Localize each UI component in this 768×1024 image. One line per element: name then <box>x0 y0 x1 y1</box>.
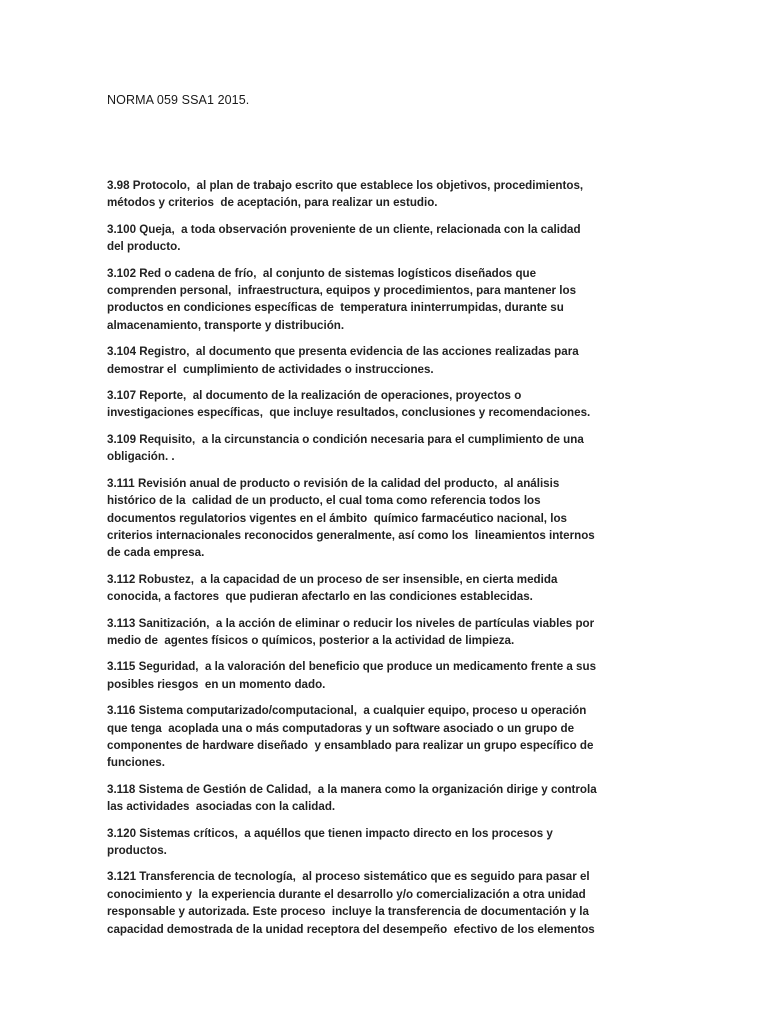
definition-entry-3-109 <box>107 431 665 466</box>
definition-line: posibles riesgos en un momento dado. <box>107 677 326 691</box>
definition-line: 3.109 Requisito, a la circunstancia o condición necesaria para el cumplimiento de una <box>107 432 584 446</box>
definition-line: 3.104 Registro, al documento que presenta evidencia de las acciones realizadas para <box>107 345 579 359</box>
definition-line: 3.98 Protocolo, al plan de trabajo escrito que establece los objetivos, procedimientos, <box>107 179 584 192</box>
definition-line: 3.102 Red o cadena de frío, al conjunto de sistemas logísticos diseñados que <box>107 266 537 280</box>
definition-entry-3-98 <box>107 177 665 212</box>
definition-entry-3-104 <box>107 343 665 378</box>
definition-line: criterios internacionales reconocidos generalmente, así como los lineamientos internos <box>107 528 595 542</box>
definition-line: histórico de la calidad de un producto, el cual toma como referencia todos los <box>107 494 541 508</box>
definition-line: medio de agentes físicos o químicos, posterior a la actividad de limpieza. <box>107 633 515 647</box>
definition-entry-3-100 <box>107 221 665 256</box>
definition-entry-3-116 <box>107 702 665 772</box>
definition-line: conocimiento y la experiencia durante el desarrollo y/o comercialización a otra unidad <box>107 887 586 901</box>
definition-line: de cada empresa. <box>107 546 205 560</box>
definition-entry-3-115 <box>107 658 665 693</box>
definition-line: 3.113 Sanitización, a la acción de eliminar o reducir los niveles de partículas viables por <box>107 616 595 630</box>
definition-line: 3.118 Sistema de Gestión de Calidad, a la manera como la organización dirige y controla <box>107 782 597 796</box>
definition-entry-3-112 <box>107 571 665 606</box>
definition-line: comprenden personal, infraestructura, equipos y procedimientos, para mantener los <box>107 284 577 298</box>
definition-line: almacenamiento, transporte y distribución. <box>107 318 345 332</box>
definition-line: 3.112 Robustez, a la capacidad de un proceso de ser insensible, en cierta medida <box>107 572 558 586</box>
definition-entry-3-107 <box>107 387 665 422</box>
definition-line: 3.111 Revisión anual de producto o revisión de la calidad del producto, al análisis <box>107 476 560 490</box>
definition-line: componentes de hardware diseñado y ensamblado para realizar un grupo específico de <box>107 738 594 752</box>
definition-line: 3.107 Reporte, al documento de la realización de operaciones, proyectos o <box>107 389 522 403</box>
definition-line: que tenga acoplada una o más computadoras y un software asociado o un grupo de <box>107 721 575 735</box>
definition-line: métodos y criterios de aceptación, para realizar un estudio. <box>107 196 438 210</box>
definition-line: conocida, a factores que pudieran afectarlo en las condiciones establecidas. <box>107 590 533 604</box>
definition-entry-3-121 <box>107 868 665 938</box>
definition-line: demostrar el cumplimiento de actividades o instrucciones. <box>107 362 434 376</box>
definition-line: del producto. <box>107 240 181 254</box>
definition-entry-3-102 <box>107 265 665 335</box>
definition-line: 3.116 Sistema computarizado/computacional, a cualquier equipo, proceso u operación <box>107 704 587 718</box>
definition-line: productos. <box>107 844 167 857</box>
definition-line: 3.121 Transferencia de tecnología, al proceso sistemático que es seguido para pasar el <box>107 870 590 884</box>
definition-line: documentos regulatorios vigentes en el ámbito químico farmacéutico nacional, los <box>107 511 567 525</box>
definition-line: 3.120 Sistemas críticos, a aquéllos que tienen impacto directo en los procesos y <box>107 826 553 840</box>
definition-line: 3.115 Seguridad, a la valoración del beneficio que produce un medicamento frente a sus <box>107 660 597 674</box>
definition-entry-3-113 <box>107 615 665 650</box>
definition-line: responsable y autorizada. Este proceso incluye la transferencia de documentación y la <box>107 905 589 919</box>
definition-line: capacidad demostrada de la unidad receptora del desempeño efectivo de los elementos <box>107 922 595 936</box>
definitions-list <box>107 177 665 947</box>
definition-line: funciones. <box>107 756 165 770</box>
definition-line: las actividades asociadas con la calidad. <box>107 800 336 814</box>
definition-line: productos en condiciones específicas de temperatura ininterrumpidas, durante su <box>107 301 564 315</box>
definition-line: investigaciones específicas, que incluye resultados, conclusiones y recomendaciones. <box>107 406 591 420</box>
definition-entry-3-118 <box>107 781 665 816</box>
definition-entry-3-111 <box>107 475 665 562</box>
definition-line: obligación. . <box>107 450 175 464</box>
definition-entry-3-120 <box>107 825 665 860</box>
document-title: NORMA 059 SSA1 2015. <box>107 93 250 107</box>
definition-line: 3.100 Queja, a toda observación proveniente de un cliente, relacionada con la calidad <box>107 222 581 236</box>
